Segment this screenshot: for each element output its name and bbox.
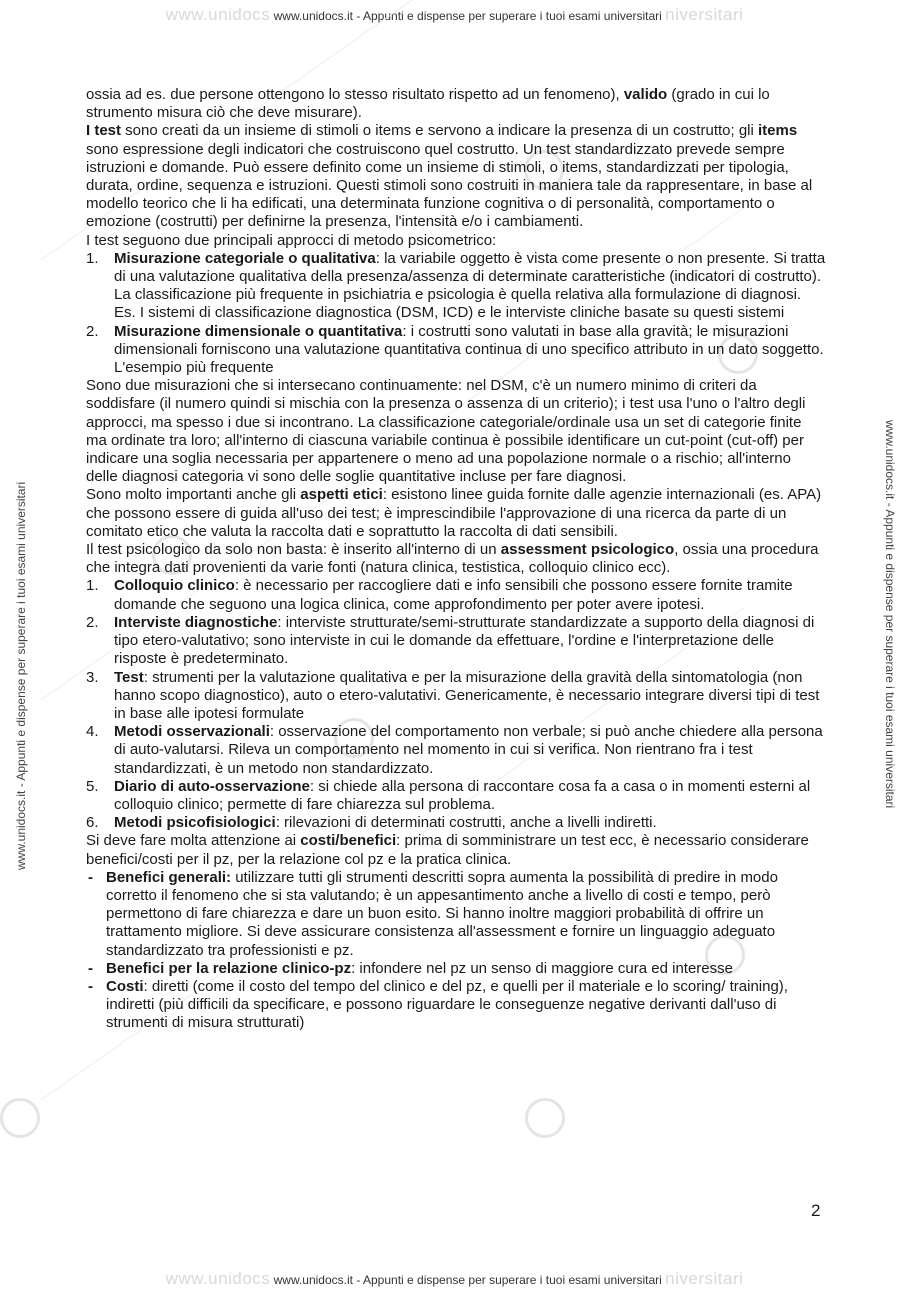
bold-term: items	[758, 122, 798, 140]
list-item	[86, 669, 826, 724]
text: : esistono linee guida fornite dalle agenzie internazionali (es. APA) che possono essere di guida all'uso dei test; è imprescindibile l'approvazione di una ricerca da parte di un comitato etico che valuta la raccolta dati e soprattutto la raccolta di dati sensibili.	[86, 486, 822, 540]
bold-term: Metodi osservazionali	[114, 723, 270, 741]
list-number: 1.	[86, 577, 99, 595]
text: : interviste strutturate/semi-strutturate standardizzate a supporto della diagnosi di tipo etero-valutativo; sono interviste in cui le domande da effettuare, l'ordine e l'interpretazione delle risposte è predeterminato.	[114, 613, 815, 668]
list-number: 1.	[86, 249, 99, 267]
list-item	[86, 723, 826, 778]
list-number: 5.	[86, 777, 99, 795]
list-item	[86, 577, 826, 613]
list-dash: -	[88, 959, 93, 977]
approaches-list	[86, 250, 826, 377]
text: Il test psicologico da solo non basta: è inserito all'interno di un	[86, 541, 501, 559]
bold-term: Misurazione categoriale o qualitativa	[114, 249, 376, 267]
bold-term: Benefici per la relazione clinico-pz	[106, 959, 352, 977]
watermark-ghost-left: www.unidocs	[165, 5, 271, 24]
list-item	[86, 869, 826, 960]
bold-term: costi/benefici	[300, 832, 397, 850]
text: : prima di somministrare un test ecc, è necessario considerare benefici/costi per il pz, per la relazione col pz e la pratica clinica.	[86, 832, 809, 868]
bold-term: Metodi psicofisiologici	[114, 814, 276, 832]
text: : la variabile oggetto è vista come presente o non presente. Si tratta di una valutazione qualitativa della presenza/assenza di determinate caratteristiche (indicatori di costrutto). La classificazione più frequente in psichiatria e psicologia è quella relativa alla formulazione di diagnosi. Es. I sistemi di classificazione diagnostica (DSM, ICD) e le interviste cliniche basate su questi sistemi	[114, 249, 826, 322]
assessment-list	[86, 577, 826, 832]
list-number: 2.	[86, 613, 99, 631]
text: ossia ad es. due persone ottengono lo stesso risultato rispetto ad un fenomeno),	[86, 86, 624, 103]
text: , ossia una procedura che integra dati provenienti da varie fonti (natura clinica, testistica, colloquio clinico ecc).	[86, 541, 819, 577]
paragraph	[86, 832, 826, 868]
list-dash: -	[88, 977, 93, 995]
text: : diretti (come il costo del tempo del clinico e del pz, e quelli per il materiale e lo scoring/ training), indiretti (più difficili da specificare, e possono riguardare le conseguenze negative derivanti dall'uso di strumenti di misura strutturati)	[106, 977, 788, 1032]
watermark-logo-icon	[0, 1098, 40, 1138]
list-item	[86, 814, 826, 832]
bold-term: Diario di auto-osservazione	[114, 777, 310, 795]
list-item	[86, 614, 826, 669]
watermark-left: www.unidocs.it - Appunti e dispense per superare i tuoi esami universitari	[14, 481, 28, 870]
paragraph: I test seguono due principali approcci di metodo psicometrico:	[86, 231, 497, 249]
paragraph	[86, 122, 826, 231]
text: : i costrutti sono valutati in base alla gravità; le misurazioni dimensionali forniscono una valutazione quantitativa continua di uno specifico attributo in un dato soggetto. L'esempio più frequente	[114, 322, 824, 377]
watermark-ghost-right: niversitari	[665, 5, 744, 24]
text: (grado in cui lo strumento misura ciò che deve misurare).	[86, 86, 770, 122]
list-number: 6.	[86, 814, 99, 832]
text: : strumenti per la valutazione qualitativa e per la misurazione della gravità della sintomatologia (non hanno scopo diagnostico), auto o etero-valutativi. Genericamente, è necessario integrare diversi tipi di test in base alle ipotesi formulate	[114, 668, 820, 722]
paragraph: Sono due misurazioni che si intersecano continuamente: nel DSM, c'è un numero minimo di criteri da soddisfare (il numero quindi si mischia con la presenza o assenza di un criterio); i test usa l'uno o l'altro degli approcci, ma spesso i due si incontrano. La classificazione categoriale/ordinale usa un set di categorie finite ma ordinate tra loro; all'interno di ciascuna variabile continua è possibile identificare un cut-point (cut-off) per indicare una soglia necessaria per appartenere o meno ad una popolazione normale o a rischio; all'interno delle diagnosi categoria vi sono delle soglie quantitative incluse per fare diagnosi.	[86, 377, 806, 486]
bold-term: Misurazione dimensionale o quantitativa	[114, 322, 403, 340]
list-item	[86, 250, 826, 323]
watermark-logo-icon	[525, 1098, 565, 1138]
list-number: 4.	[86, 723, 99, 741]
text: : si chiede alla persona di raccontare cosa fa a casa o in momenti esterni al colloquio clinico; permette di fare chiarezza sul problema.	[114, 777, 811, 813]
watermark-bottom	[0, 1269, 909, 1289]
text: : infondere nel pz un senso di maggiore cura ed interesse	[351, 959, 733, 977]
text: sono creati da un insieme di stimoli o items e servono a indicare la presenza di un costrutto; gli	[121, 122, 759, 140]
text: : è necessario per raccogliere dati e info sensibili che possono essere fornite tramite domande che seguono una logica clinica, come approfondimento per poter avere ipotesi.	[114, 577, 793, 613]
list-number: 3.	[86, 668, 99, 686]
paragraph	[86, 486, 826, 541]
list-item	[86, 960, 826, 978]
list-number: 2.	[86, 322, 99, 340]
text: sono espressione degli indicatori che costruiscono quel costrutto. Un test standardizzato prevede sempre istruzioni e domande. Può essere definito come un insieme di stimoli, o items, standardizzati per tipologia, durata, ordine, sequenza e istruzioni. Questi stimoli sono costruiti in maniera tale da rappresentare, in base al modello teorico che li ha edificati, una determinata funzione cognitiva o di personalità, comportamento o emozione (costrutti) per definirne la presenza, l'intensità e/o i cambiamenti.	[86, 140, 813, 231]
watermark-ghost-right: niversitari	[665, 1269, 744, 1288]
bold-term: Test	[114, 668, 144, 686]
watermark-right: www.unidocs.it - Appunti e dispense per superare i tuoi esami universitari	[883, 420, 897, 809]
document-body	[86, 86, 826, 1033]
bold-term: assessment psicologico	[500, 541, 675, 559]
bold-term: valido	[623, 86, 668, 103]
watermark-top-text: www.unidocs.it - Appunti e dispense per superare i tuoi esami universitari	[273, 9, 662, 23]
page-number: 2	[811, 1201, 821, 1220]
text: utilizzare tutti gli strumenti descritti sopra aumenta la possibilità di predire in modo corretto il fenomeno che si sta valutando; è un appesantimento anche a livello di costi e tempo, però permettono di fare chiarezza e dare un buon esito. Si hanno inoltre maggiori probabilità di offrire un trattamento migliore. Si deve assicurare consistenza all'assessment e fornire un linguaggio adeguato standardizzato tra professionisti e pz.	[106, 868, 778, 959]
bold-term: Colloquio clinico	[114, 577, 235, 595]
watermark-ghost-left: www.unidocs	[165, 1269, 271, 1288]
watermark-top	[0, 5, 909, 25]
text: : osservazione del comportamento non verbale; si può anche chiedere alla persona di auto-valutarsi. Rileva un comportamento nel momento in cui si verifica. Non rientrano fra i test standardizzati, è un metodo non standardizzato.	[114, 723, 823, 777]
bold-term: Benefici generali:	[106, 868, 232, 886]
list-dash: -	[88, 868, 93, 886]
text: Sono molto importanti anche gli	[86, 486, 301, 504]
paragraph	[86, 541, 826, 577]
list-item	[86, 978, 826, 1033]
list-item	[86, 323, 826, 378]
cost-benefit-list	[86, 869, 826, 1033]
bold-term: Costi	[106, 977, 144, 995]
bold-term: Interviste diagnostiche	[114, 613, 278, 631]
watermark-bottom-text: www.unidocs.it - Appunti e dispense per superare i tuoi esami universitari	[273, 1273, 662, 1287]
list-item	[86, 778, 826, 814]
paragraph	[86, 86, 826, 122]
text: : rilevazioni di determinati costrutti, anche a livelli indiretti.	[275, 814, 657, 832]
bold-term: aspetti etici	[300, 486, 383, 504]
bold-term: I test	[86, 122, 122, 140]
text: Si deve fare molta attenzione ai	[86, 832, 301, 850]
